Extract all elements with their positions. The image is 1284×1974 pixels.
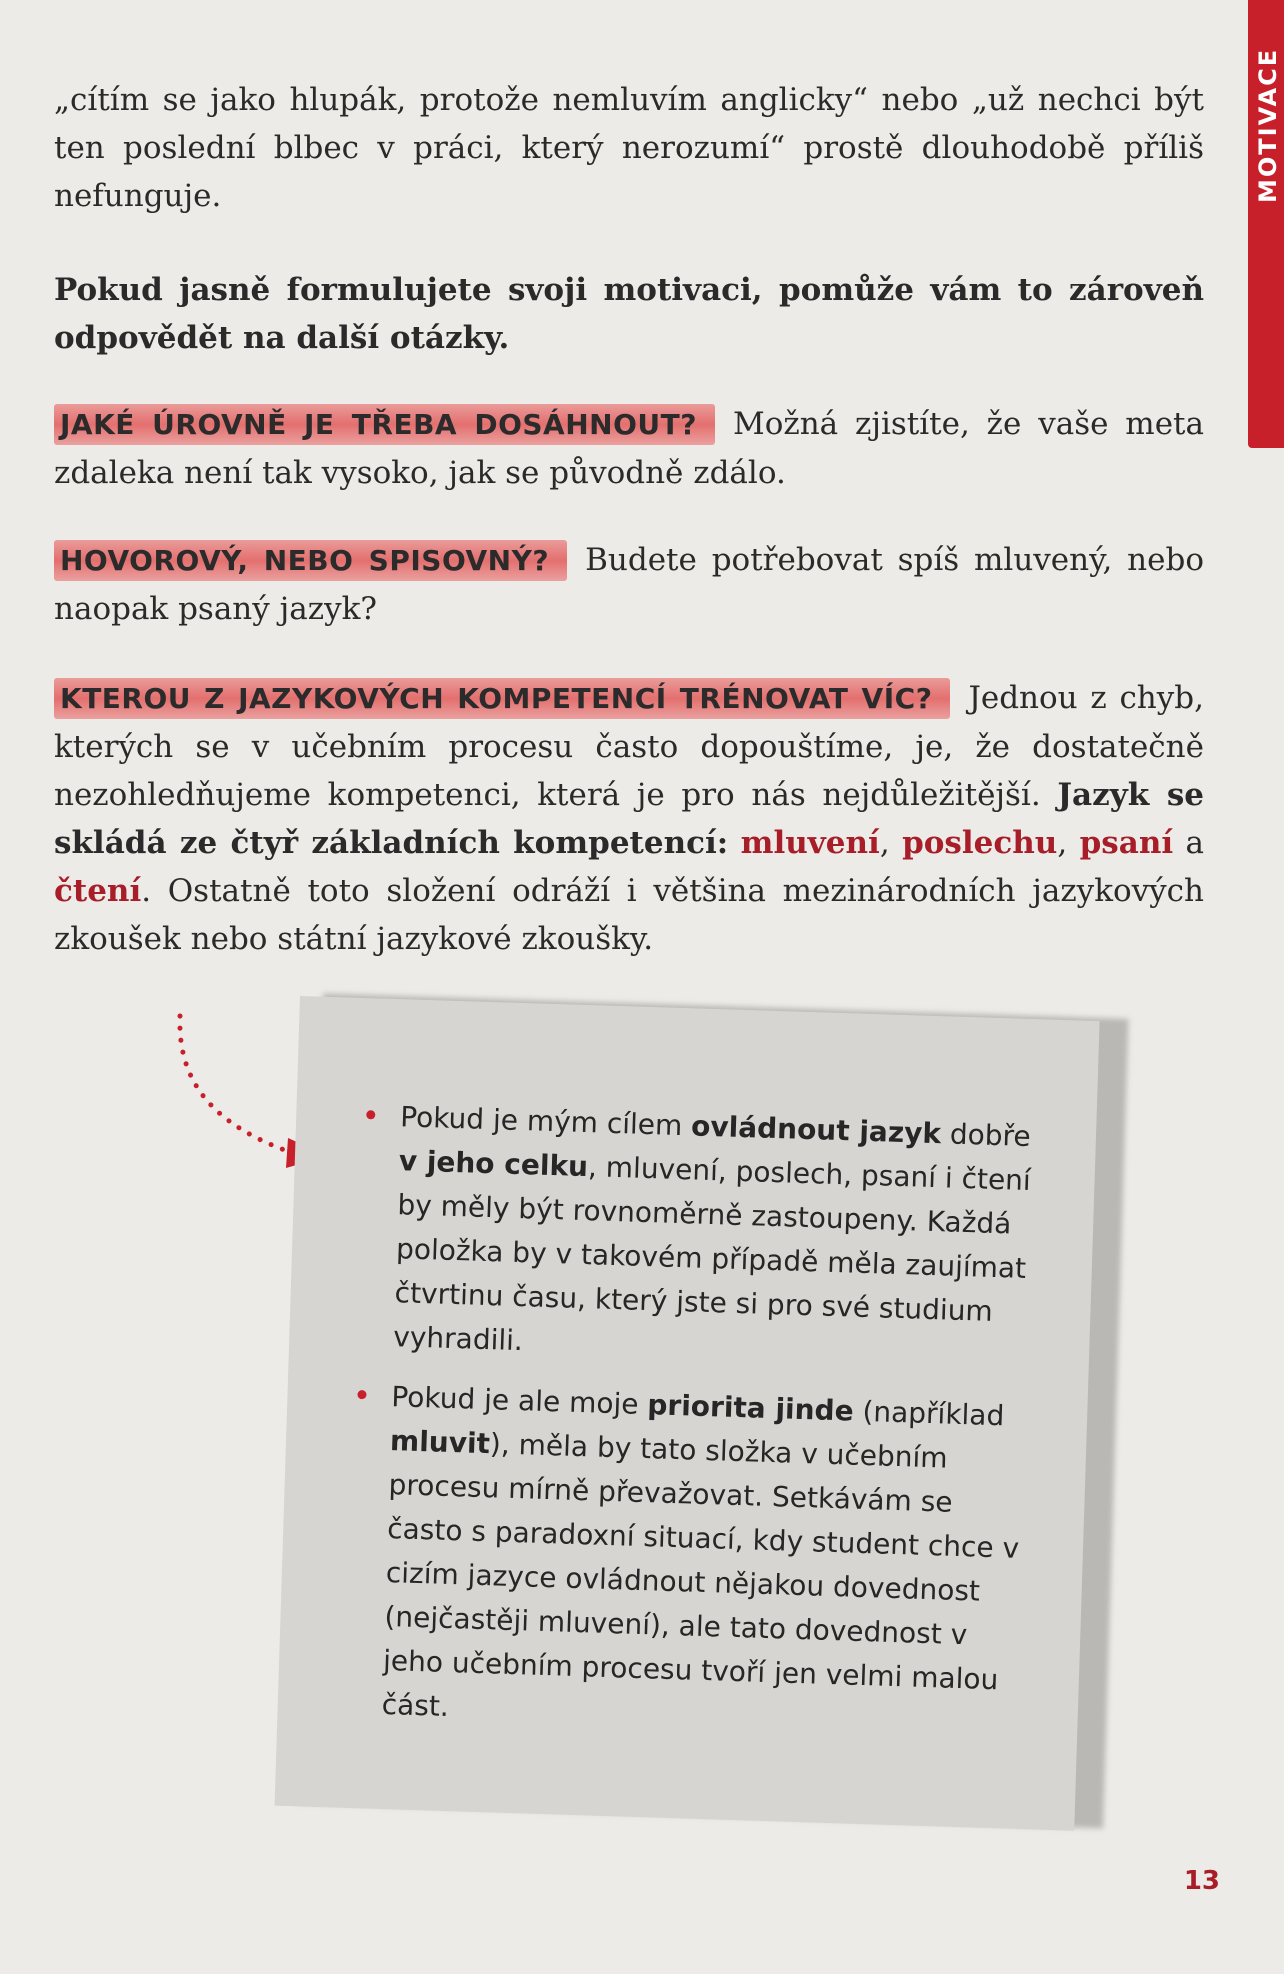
note-text: Pokud je mým cílem: [399, 1100, 683, 1143]
question-level-text: Možná zjistíte, že vaše meta zdaleka není tak vysoko, jak se původně zdálo.: [54, 406, 1204, 491]
sep-comma-1: ,: [879, 825, 890, 861]
question-register-text: Budete potřebovat spíš mluvený, nebo naopak psaný jazyk?: [54, 542, 1205, 627]
bullet-icon: [366, 1110, 375, 1119]
question-competence: [54, 674, 1204, 963]
question-competence-text: Jednou z chyb, kterých se v učebním procesu často dopouštíme, je, že dostatečně nezohledňujeme kompetenci, která je pro nás nejdůležitější.: [54, 680, 1204, 813]
highlight-heading-register: HOVOROVÝ, NEBO SPISOVNÝ?: [54, 540, 567, 581]
skill-listening: poslechu: [902, 825, 1058, 861]
page-number: 13: [1183, 1866, 1220, 1896]
skill-writing: psaní: [1079, 825, 1174, 861]
note-text: Pokud je ale moje: [390, 1380, 640, 1421]
note-text: (například: [861, 1394, 1005, 1433]
note-bold: priorita jinde: [646, 1388, 855, 1428]
skill-speaking: mluvení: [740, 825, 880, 861]
competence-lead: Jazyk se skládá ze čtyř základních kompetencí:: [54, 777, 1204, 861]
motivation-bold-paragraph: Pokud jasně formulujete svoji motivaci, pomůže vám to zároveň odpovědět na další otázky.: [54, 272, 1204, 356]
note-bold: v jeho celku: [398, 1144, 589, 1184]
note-text: ), měla by tato složka v učebním procesu mírně převažovat. Setkávám se často s paradoxní situací, kdy student chce v cizím jazyce ovládnout nějakou dovednost (nejčastěji mluvení), ale tato dovednost v jeho učebním procesu tvoří jen velmi malou část.: [381, 1427, 1020, 1724]
skill-reading: čtení: [54, 873, 142, 909]
highlight-heading-level: JAKÉ ÚROVNĚ JE TŘEBA DOSÁHNOUT?: [54, 404, 715, 445]
chapter-tab-label: MOTIVACE: [1254, 48, 1282, 204]
sep-and: a: [1185, 825, 1205, 861]
intro-paragraph: „cítím se jako hlupák, protože nemluvím anglicky“ nebo „už nechci být ten poslední blbec v práci, který nerozumí“ prostě dlouhodobě příliš nefunguje.: [54, 82, 1204, 214]
note-text: dobře: [949, 1117, 1032, 1154]
note-text: , mluvení, poslech, psaní i čtení by měly být rovnoměrně zastoupeny. Každá položka by v takovém případě měla zaujímat čtvrtinu času, který jste si pro své studium vyhradili.: [392, 1150, 1032, 1358]
note-list: [347, 1094, 1041, 1747]
sep-period: .: [141, 873, 152, 909]
sep-comma-2: ,: [1057, 825, 1068, 861]
note-item-whole-language: [359, 1094, 1041, 1379]
note-bold: ovládnout jazyk: [690, 1109, 942, 1151]
note-bold: mluvit: [389, 1424, 491, 1461]
question-competence-text-after: Ostatně toto složení odráží i většina mezinárodních jazykových zkoušek nebo státní jazykové zkoušky.: [54, 873, 1204, 957]
note-card: [275, 996, 1100, 1831]
highlight-heading-competence: KTEROU Z JAZYKOVÝCH KOMPETENCÍ TRÉNOVAT VÍC?: [54, 678, 950, 719]
question-register: [54, 536, 1204, 633]
bullet-icon: [357, 1390, 366, 1399]
note-item-priority: [347, 1374, 1032, 1747]
question-level: [54, 400, 1204, 497]
chapter-tab: [1248, 0, 1284, 448]
